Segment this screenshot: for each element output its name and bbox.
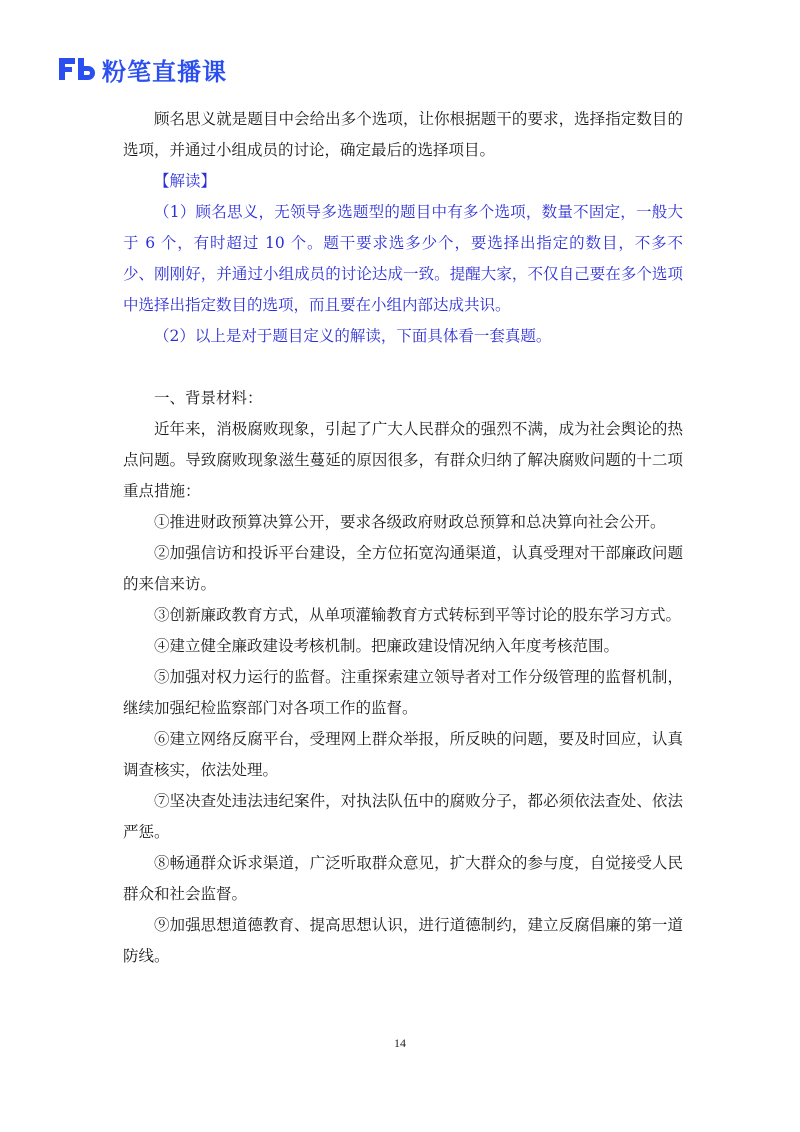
page-number: 14 xyxy=(394,1036,406,1050)
document-body xyxy=(123,104,683,972)
measure-item-6: ⑥建立网络反腐平台，受理网上群众举报，所反映的问题，要及时回应，认真调查核实，依法处理。 xyxy=(123,730,683,779)
fb-logo-icon xyxy=(58,55,98,83)
background-text: 近年来，消极腐败现象，引起了广大人民群众的强烈不满，成为社会舆论的热点问题。导致腐败现象滋生蔓延的原因很多，有群众归纳了解决腐败问题的十二项重点措施： xyxy=(123,420,683,500)
header xyxy=(58,52,227,86)
measure-item-7: ⑦坚决查处违法违纪案件，对执法队伍中的腐败分子，都必须依法查处、依法严惩。 xyxy=(123,792,683,841)
measure-item-1: ①推进财政预算决算公开，要求各级政府财政总预算和总决算向社会公开。 xyxy=(154,513,666,531)
logo-text: 粉笔直播课 xyxy=(102,57,227,86)
measure-item-2: ②加强信访和投诉平台建设，全方位拓宽沟通渠道，认真受理对干部廉政问题的来信来访。 xyxy=(123,544,683,593)
section-heading: 一、背景材料： xyxy=(154,389,263,407)
measure-item-9: ⑨加强思想道德教育、提高思想认识，进行道德制约，建立反腐倡廉的第一道防线。 xyxy=(123,916,683,965)
measure-item-5: ⑤加强对权力运行的监督。注重探索建立领导者对工作分级管理的监督机制，继续加强纪检监察部门对各项工作的监督。 xyxy=(123,668,683,717)
measure-item-3: ③创新廉政教育方式，从单项灌输教育方式转标到平等讨论的股东学习方式。 xyxy=(154,606,682,624)
section-gap xyxy=(123,352,683,383)
intro-paragraph: 顾名思义就是题目中会给出多个选项，让你根据题干的要求，选择指定数目的选项，并通过小组成员的讨论，确定最后的选择项目。 xyxy=(123,110,683,159)
measure-item-8: ⑧畅通群众诉求渠道，广泛听取群众意见，扩大群众的参与度，自觉接受人民群众和社会监督。 xyxy=(123,854,683,903)
interpretation-point-2: （2）以上是对于题目定义的解读，下面具体看一套真题。 xyxy=(154,327,552,345)
interpretation-heading: 【解读】 xyxy=(154,172,217,190)
measure-item-4: ④建立健全廉政建设考核机制。把廉政建设情况纳入年度考核范围。 xyxy=(154,637,620,655)
interpretation-point-1: （1）顾名思义，无领导多选题型的题目中有多个选项，数量不固定，一般大于 6 个，有时超过 10 个。题干要求选多少个，要选择出指定的数目，不多不少、刚刚好，并通过小组成员的讨论达成一致。提醒大家，不仅自己要在多个选项中选择出指定数目的选项，而且要在小组内部达成共识。 xyxy=(123,203,683,314)
